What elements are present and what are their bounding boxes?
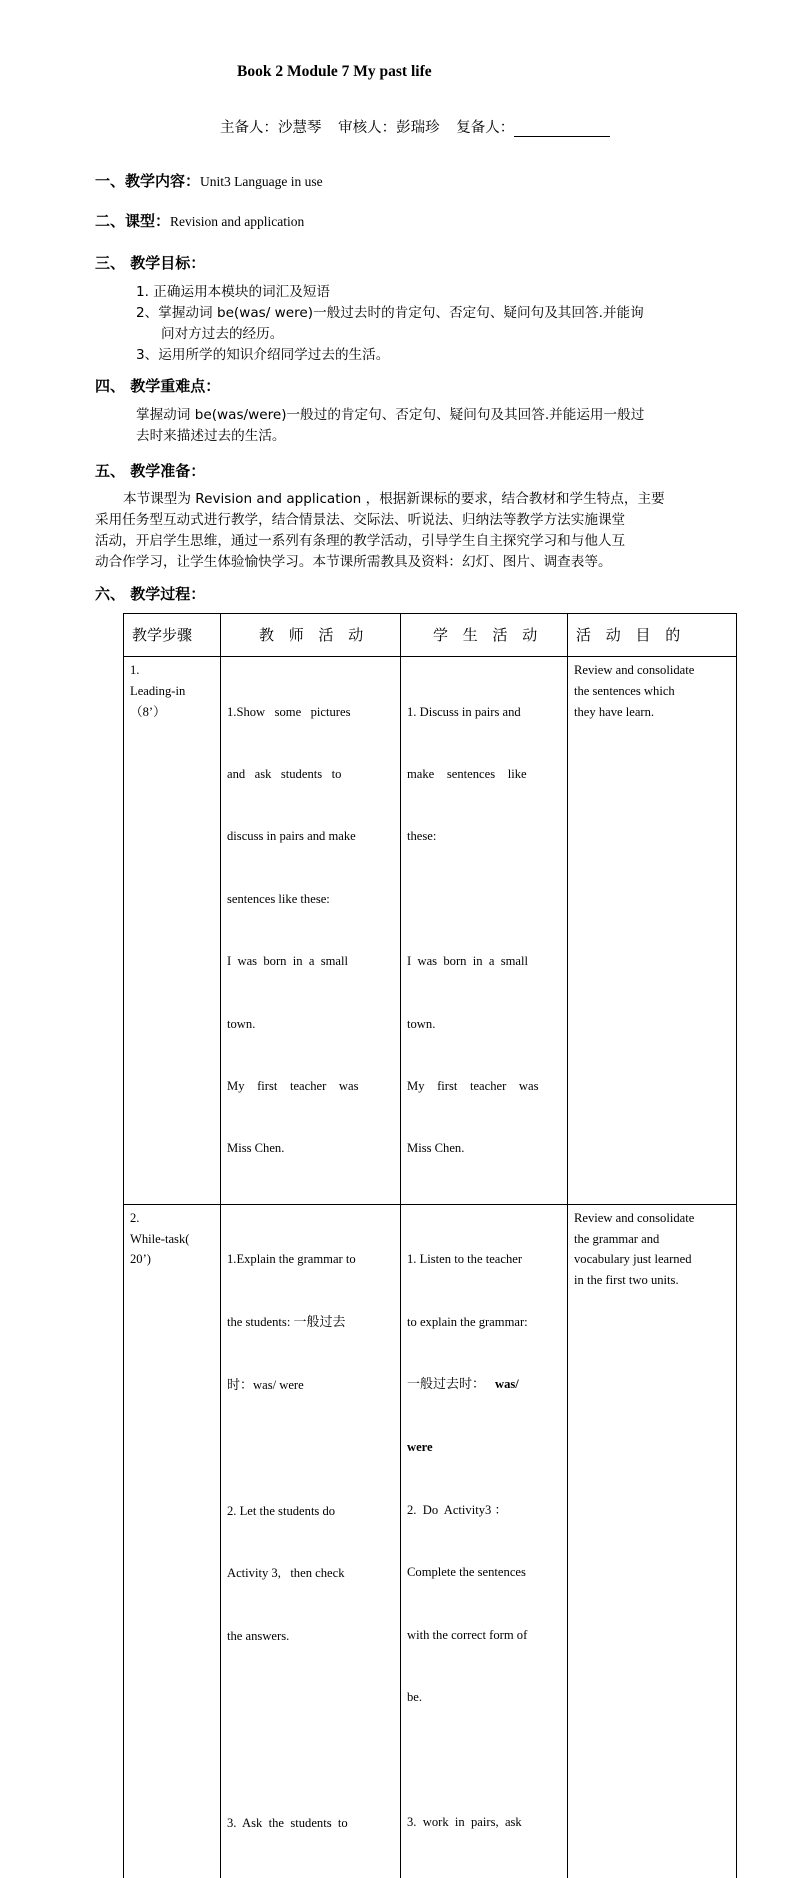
objective-item: 2、掌握动词 be(was/ were)一般过去时的肯定句、否定句、疑问句及其回答.并能询 bbox=[136, 305, 644, 321]
header-purpose: 活 动 目 的 bbox=[568, 614, 737, 657]
text-line: with the correct form of bbox=[407, 1627, 528, 1642]
header-teacher: 教 师 活 动 bbox=[221, 614, 401, 657]
authors-line bbox=[220, 116, 610, 137]
step-cell bbox=[124, 1204, 221, 1878]
spacer bbox=[227, 1750, 394, 1771]
text-line: （8’） bbox=[130, 704, 166, 719]
text-line: discuss in pairs and make bbox=[227, 829, 356, 844]
teacher-activity-cell bbox=[221, 1204, 401, 1878]
text-line: 1.Explain the grammar to bbox=[227, 1252, 356, 1267]
text-line bbox=[227, 1375, 394, 1397]
text-line: 本节课型为 Revision and application ，根据新课标的要求，结合教材和学生特点，主要 bbox=[123, 491, 665, 507]
text-line: 2. bbox=[130, 1210, 140, 1225]
header-step: 教学步骤 bbox=[124, 614, 221, 657]
student-activity-cell bbox=[401, 1204, 568, 1878]
text-line: 1. Discuss in pairs and bbox=[407, 704, 521, 719]
text-line bbox=[227, 1312, 394, 1334]
text-line: and ask students to bbox=[227, 766, 342, 781]
section-6-label: 六、 教学过程： bbox=[95, 585, 206, 603]
objective-item: 1. 正确运用本模块的词汇及短语 bbox=[136, 284, 331, 300]
table-row bbox=[124, 657, 737, 1205]
preparer: 主备人：沙慧琴 bbox=[220, 120, 322, 136]
step-cell bbox=[124, 657, 221, 1205]
text-line: While-task( bbox=[130, 1231, 190, 1246]
text-line: be. bbox=[407, 1690, 423, 1705]
spacer bbox=[407, 1749, 561, 1770]
section-1-value: Unit3 Language in use bbox=[200, 174, 323, 189]
text-line: vocabulary just learned bbox=[574, 1252, 692, 1267]
header-student: 学 生 活 动 bbox=[401, 614, 568, 657]
text-line: Miss Chen. bbox=[407, 1141, 465, 1156]
purpose-cell bbox=[568, 657, 737, 1205]
text-line: 1. bbox=[130, 663, 140, 677]
text-line: My first teacher was bbox=[407, 1078, 539, 1093]
text-line: 2. Do Activity3 ： bbox=[407, 1502, 508, 1517]
spacer bbox=[227, 1438, 394, 1459]
text-line: 掌握动词 be(was/were)一般过的肯定句、否定句、疑问句及其回答.并能运用一般过 bbox=[136, 407, 645, 423]
text-line: Activity 3, then check bbox=[227, 1566, 345, 1581]
spacer bbox=[407, 889, 561, 910]
text-fragment: the students: bbox=[227, 1314, 294, 1329]
text-line: 1. Listen to the teacher bbox=[407, 1252, 523, 1267]
purpose-cell bbox=[568, 1204, 737, 1878]
section-1-label: 一、教学内容： bbox=[95, 172, 201, 190]
text-line: town. bbox=[407, 1016, 436, 1031]
text-line: Leading-in bbox=[130, 683, 186, 698]
text-line: Complete the sentences bbox=[407, 1565, 526, 1580]
text-line: the sentences which bbox=[574, 683, 675, 698]
co-preparer-blank bbox=[514, 121, 610, 137]
text-line: 去时来描述过去的生活。 bbox=[136, 428, 286, 444]
section-3-label: 三、 教学目标： bbox=[95, 254, 206, 272]
section-3-items bbox=[136, 282, 736, 366]
text-line: these: bbox=[407, 829, 437, 844]
text-line: Review and consolidate bbox=[574, 1210, 695, 1225]
text-fragment: 时： bbox=[227, 1378, 254, 1394]
text-fragment: was/ bbox=[495, 1377, 519, 1392]
text-line: 3. Ask the students to bbox=[227, 1815, 348, 1830]
text-fragment: 一般过去 bbox=[293, 1314, 346, 1330]
text-line: I was born in a small bbox=[407, 954, 529, 969]
co-preparer: 复备人： bbox=[456, 120, 515, 136]
text-line bbox=[407, 1374, 561, 1396]
document-title: Book 2 Module 7 My past life bbox=[237, 63, 432, 80]
table-header-row bbox=[124, 614, 737, 657]
text-line: 20’) bbox=[130, 1252, 151, 1267]
section-1 bbox=[95, 170, 323, 191]
text-line: 动合作学习，让学生体验愉快学习。本节课所需教具及资料：幻灯、图片、调查表等。 bbox=[95, 554, 612, 570]
text-line: make sentences like bbox=[407, 766, 527, 781]
section-2-value: Revision and application bbox=[170, 214, 305, 229]
teacher-activity-cell bbox=[221, 657, 401, 1205]
text-line: Miss Chen. bbox=[227, 1141, 285, 1156]
text-line: the answers. bbox=[227, 1628, 290, 1643]
text-fragment: 一般过去时： bbox=[407, 1377, 486, 1393]
text-line: the grammar and bbox=[574, 1231, 660, 1246]
text-line: 1.Show some pictures bbox=[227, 704, 351, 719]
text-line: 采用任务型互动式进行教学，结合情景法、交际法、听说法、归纳法等教学方法实施课堂 bbox=[95, 512, 626, 528]
student-activity-cell bbox=[401, 657, 568, 1205]
text-line: sentences like these: bbox=[227, 891, 330, 906]
section-2-label: 二、课型： bbox=[95, 212, 171, 230]
section-2 bbox=[95, 210, 304, 231]
text-line: 3. work in pairs, ask bbox=[407, 1814, 522, 1829]
text-line: 活动，开启学生思维，通过一系列有条理的教学活动，引导学生自主探究学习和与他人互 bbox=[95, 533, 626, 549]
text-line: Review and consolidate bbox=[574, 663, 695, 677]
objective-item: 3、运用所学的知识介绍同学过去的生活。 bbox=[136, 347, 390, 363]
text-line: 2. Let the students do bbox=[227, 1503, 336, 1518]
text-line: were bbox=[407, 1440, 433, 1455]
text-line: I was born in a small bbox=[227, 954, 349, 969]
text-line: to explain the grammar: bbox=[407, 1314, 528, 1329]
spacer bbox=[227, 1688, 394, 1709]
section-5-label: 五、 教学准备： bbox=[95, 462, 206, 480]
text-fragment: was/ were bbox=[253, 1378, 304, 1393]
lesson-process-table bbox=[123, 613, 737, 1878]
section-5-body bbox=[95, 489, 735, 573]
text-line: My first teacher was bbox=[227, 1078, 359, 1093]
objective-item: 问对方过去的经历。 bbox=[161, 326, 284, 342]
reviewer: 审核人：彭瑞珍 bbox=[338, 120, 440, 136]
text-line: in the first two units. bbox=[574, 1273, 679, 1288]
section-4-label: 四、 教学重难点： bbox=[95, 377, 221, 395]
section-4-body bbox=[136, 405, 736, 447]
text-line: town. bbox=[227, 1016, 256, 1031]
table-row bbox=[124, 1204, 737, 1878]
text-line: they have learn. bbox=[574, 704, 655, 719]
